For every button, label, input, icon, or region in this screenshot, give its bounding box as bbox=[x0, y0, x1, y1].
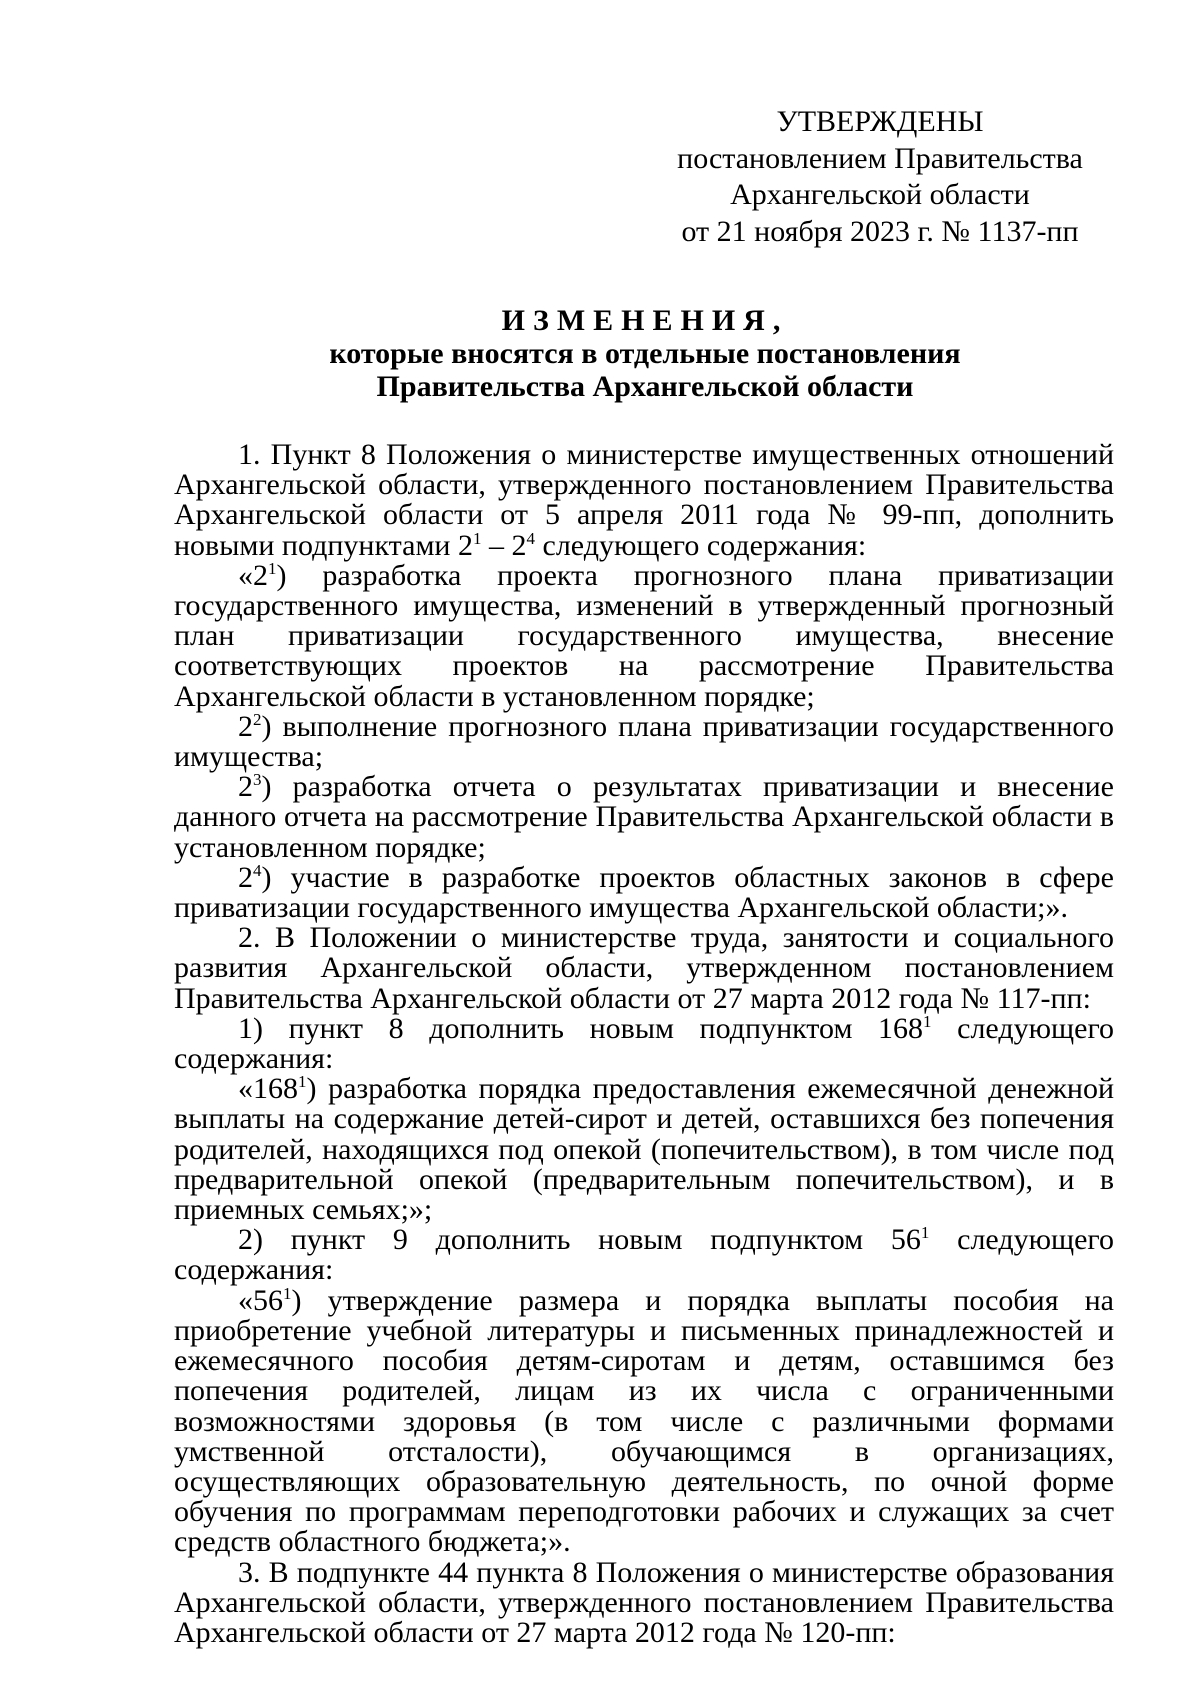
paragraph-3: 3. В подпункте 44 пункта 8 Положения о министерстве образования Архангельской области, утвержденного постановлением Правительства Архангельской области от 27 марта 2012 года № 120-пп: bbox=[174, 1555, 1114, 1649]
subparagraph-2-2: $2^2$) выполнение прогнозного плана приватизации государственного имущества; bbox=[174, 709, 1114, 774]
approval-line: Архангельской области bbox=[730, 178, 1030, 211]
approval-stamp bbox=[660, 104, 1100, 250]
title-heading: ИЗМЕНЕНИЯ, bbox=[501, 304, 789, 337]
subparagraph-2-4: $2^4$) участие в разработке проектов областных законов в сфере приватизации государственного имущества Архангельской области;». bbox=[174, 860, 1114, 925]
subparagraph-168-1: «$168^1$) разработка порядка предоставления ежемесячной денежной выплаты на содержание детей-сирот и детей, оставшихся без попечения родителей, находящихся под опекой (попечительством), в том числе под предварительной опекой (предварительным попечительством), и в приемных семьях;»; bbox=[174, 1072, 1114, 1227]
document-body bbox=[174, 440, 1114, 1648]
approval-date-number: от 21 ноября 2023 г. № 1137-пп bbox=[681, 214, 1079, 248]
document-title bbox=[170, 304, 1120, 403]
subparagraph-2-3: $2^3$) разработка отчета о результатах приватизации и внесение данного отчета на рассмотрение Правительства Архангельской области в установленном порядке; bbox=[174, 770, 1114, 864]
subparagraph-2-1: «$2^1$) разработка проекта прогнозного плана приватизации государственного имущества, изменений в утвержденный прогнозный план приватизации государственного имущества, внесение соответствующих проектов на рассмотрение Правительства Архангельской области в установленном порядке; bbox=[174, 558, 1114, 713]
paragraph-2: 2. В Положении о министерстве труда, занятости и социального развития Архангельской области, утвержденном постановлением Правительства Архангельской области от 27 марта 2012 года № 117-пп: bbox=[174, 921, 1114, 1015]
title-subline: которые вносятся в отдельные постановления bbox=[329, 337, 961, 370]
approval-line: постановлением Правительства bbox=[677, 141, 1083, 175]
item-2-2: 2) пункт 9 дополнить новым подпунктом $56^1$ следующего содержания: bbox=[174, 1223, 1114, 1287]
item-2-1: 1) пункт 8 дополнить новым подпунктом $168^1$ следующего содержания: bbox=[174, 1011, 1115, 1076]
title-subline: Правительства Архангельской области bbox=[376, 370, 914, 403]
paragraph-1: 1. Пункт 8 Положения о министерстве имущественных отношений Архангельской области, утвержденного постановлением Правительства Архангельской области от 5 апреля 2011 года № 99-пп, дополнить новыми подпунктами $2^1 - 2^4$ следующего содержания: bbox=[174, 438, 1114, 562]
approval-heading: УТВЕРЖДЕНЫ bbox=[776, 105, 984, 138]
subparagraph-56-1: «$56^1$) утверждение размера и порядка выплаты пособия на приобретение учебной литературы и письменных принадлежностей и ежемесячного пособия детям-сиротам и детям, оставшимся без попечения родителей, лицам из их числа с ограниченными возможностями здоровья (в том числе с различными формами умственной отсталости), обучающимся в организациях, осуществляющих образовательную деятельность, по очной форме обучения по программам переподготовки рабочих и служащих за счет средств областного бюджета;». bbox=[174, 1283, 1114, 1559]
